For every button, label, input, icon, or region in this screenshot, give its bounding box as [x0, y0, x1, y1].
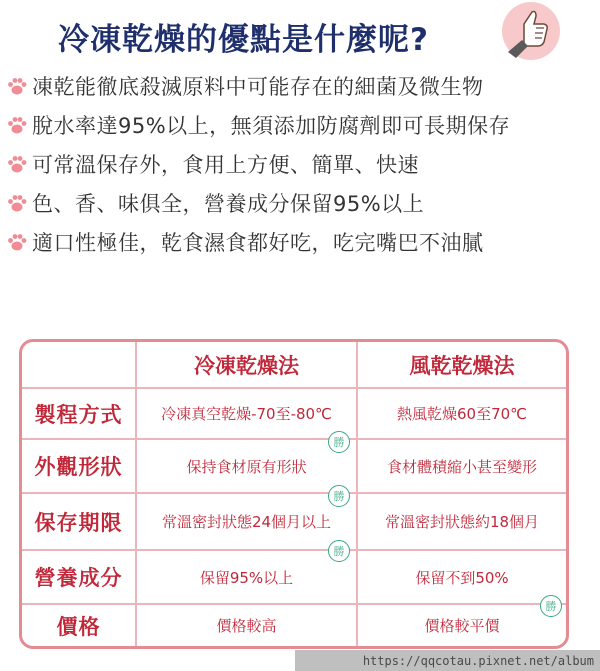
header-corner [22, 342, 135, 387]
win-badge: 勝 [328, 485, 350, 507]
paw-icon [6, 231, 28, 253]
watermark: https://qqcotau.pixnet.net/album [295, 650, 600, 671]
table-row [22, 549, 566, 603]
paw-icon [6, 192, 28, 214]
table-header-row [22, 342, 566, 387]
row-label: 營養成分 [34, 566, 123, 590]
row-label: 外觀形狀 [34, 455, 123, 479]
win-badge: 勝 [328, 431, 350, 453]
paw-icon [6, 75, 28, 97]
thumbs-up-icon [502, 2, 560, 60]
benefit-item [0, 144, 600, 183]
win-badge: 勝 [328, 540, 350, 562]
benefits-list [0, 66, 600, 261]
benefit-item [0, 183, 600, 222]
table-row [22, 603, 566, 646]
cell-freeze-dry: 保留95%以上 [135, 551, 356, 603]
cell-air-dry: 食材體積縮小甚至變形 [356, 440, 566, 492]
benefit-item [0, 66, 600, 105]
win-badge: 勝 [540, 595, 562, 617]
benefit-text: 色、香、味俱全，營養成分保留95%以上 [32, 191, 425, 216]
comparison-table [19, 339, 569, 649]
table-row [22, 387, 566, 438]
page-title: 冷凍乾燥的優點是什麼呢? [58, 22, 429, 58]
cell-freeze-dry: 保持食材原有形狀 [135, 440, 356, 492]
paw-icon [6, 114, 28, 136]
paw-icon [6, 153, 28, 175]
benefit-item [0, 105, 600, 144]
row-label: 價格 [56, 614, 101, 639]
cell-air-dry: 保留不到50% [356, 551, 566, 603]
row-label: 製程方式 [34, 402, 123, 427]
cell-air-dry: 價格較平價 [356, 605, 566, 646]
benefit-text: 可常溫保存外，食用上方便、簡單、快速 [32, 152, 419, 177]
benefit-text: 凍乾能徹底殺滅原料中可能存在的細菌及微生物 [32, 74, 484, 99]
cell-freeze-dry: 價格較高 [135, 605, 356, 646]
benefit-text: 適口性極佳，乾食濕食都好吃，吃完嘴巴不油膩 [32, 230, 484, 255]
cell-freeze-dry: 常溫密封狀態24個月以上 [135, 494, 356, 549]
cell-air-dry: 常溫密封狀態約18個月 [356, 494, 566, 549]
benefit-text: 脫水率達95%以上，無須添加防腐劑即可長期保存 [32, 113, 511, 138]
row-label: 保存期限 [34, 510, 123, 535]
cell-air-dry: 熱風乾燥60至70℃ [356, 389, 566, 438]
header-freeze-dry: 冷凍乾燥法 [135, 342, 356, 387]
benefit-item [0, 222, 600, 261]
table-row [22, 492, 566, 549]
cell-freeze-dry: 冷凍真空乾燥-70至-80℃ [135, 389, 356, 438]
header-air-dry: 風乾乾燥法 [356, 342, 566, 387]
table-row [22, 438, 566, 492]
